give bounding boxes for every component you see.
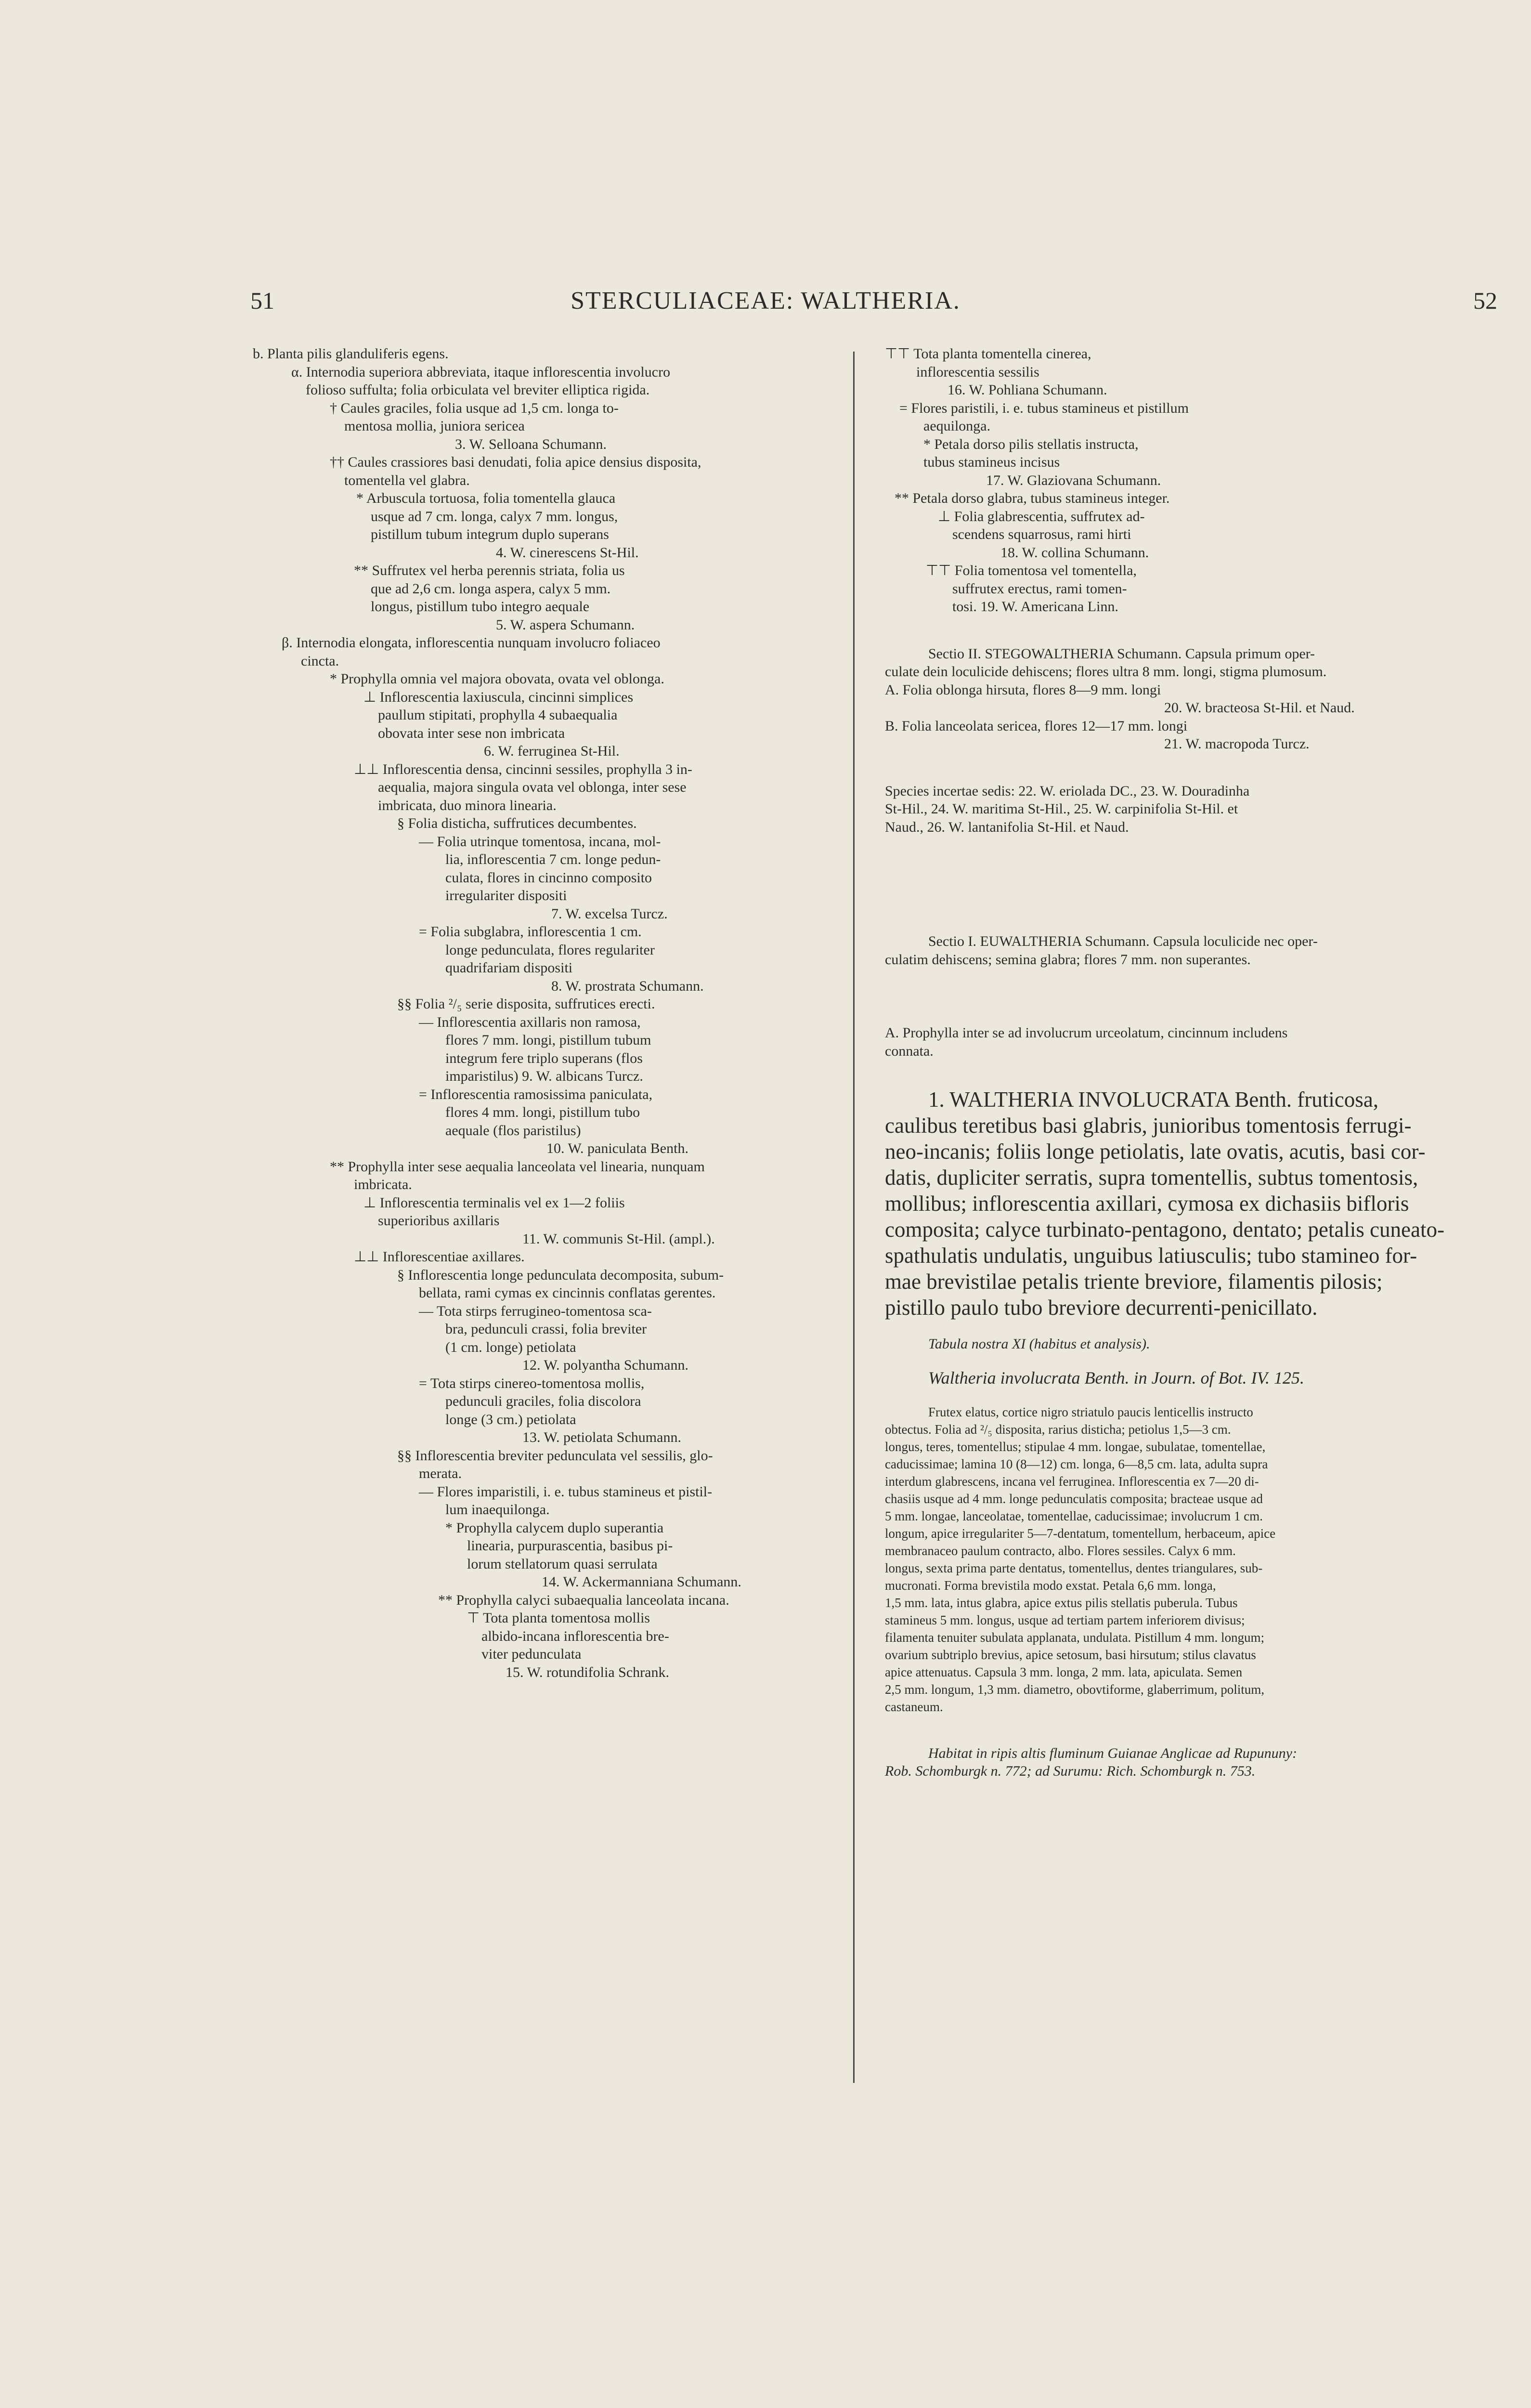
text-line: bra, pedunculi crassi, folia breviter	[445, 1321, 647, 1337]
text-line: ⊤⊤ Tota planta tomentella cinerea,	[885, 346, 1091, 362]
text-line: castaneum.	[885, 1699, 943, 1714]
text-line: * Petala dorso pilis stellatis instructa,	[923, 436, 1139, 452]
text-line: ** Petala dorso glabra, tubus stamineus integer.	[895, 490, 1170, 506]
text-line: imbricata, duo minora linearia.	[378, 797, 557, 813]
text-line: 1. WALTHERIA INVOLUCRATA Benth. fruticosa,	[928, 1087, 1379, 1112]
text-line: mollibus; inflorescentia axillari, cymosa ex dichasiis bifloris	[885, 1191, 1409, 1216]
text-line: superioribus axillaris	[378, 1213, 500, 1229]
text-line: cincta.	[301, 653, 339, 669]
text-line: (1 cm. longe) petiolata	[445, 1339, 576, 1355]
text-line: spathulatis undulatis, unguibus latiusculis; tubo stamineo for-	[885, 1243, 1417, 1268]
text-line: paullum stipitati, prophylla 4 subaequalia	[378, 707, 618, 723]
text-line: linearia, purpurascentia, basibus pi-	[467, 1538, 673, 1554]
page-number-right: 52	[1473, 287, 1497, 314]
text-line: 4. W. cinerescens St-Hil.	[496, 544, 639, 561]
text-line: 14. W. Ackermanniana Schumann.	[542, 1574, 741, 1590]
identification-key-right	[885, 345, 1479, 616]
text-line: 8. W. prostrata Schumann.	[551, 978, 704, 994]
text-line: quadrifariam dispositi	[445, 960, 573, 976]
text-line: longe pedunculata, flores regulariter	[445, 942, 655, 958]
identification-key-left	[253, 345, 838, 1681]
text-line: A. Prophylla inter se ad involucrum urceolatum, cincinnum includens	[885, 1025, 1288, 1041]
text-line: ** Suffrutex vel herba perennis striata, folia us	[354, 563, 625, 578]
text-line: b. Planta pilis glanduliferis egens.	[253, 346, 449, 362]
text-line: = Inflorescentia ramosissima paniculata,	[419, 1086, 653, 1102]
habitat-note	[885, 1744, 1479, 1780]
tabula-reference: Tabula nostra XI (habitus et analysis).	[928, 1336, 1150, 1352]
text-line: ** Prophylla inter sese aequalia lanceolata vel linearia, nunquam	[330, 1158, 705, 1175]
text-line: ⊥⊥ Inflorescentiae axillares.	[354, 1249, 525, 1265]
text-line: bellata, rami cymas ex cincinnis conflatas gerentes.	[419, 1285, 716, 1301]
text-line: 18. W. collina Schumann.	[1000, 544, 1149, 561]
text-line: flores 4 mm. longi, pistillum tubo	[445, 1104, 640, 1120]
text-line: viter pedunculata	[481, 1646, 582, 1662]
text-line: Frutex elatus, cortice nigro striatulo paucis lenticellis instructo	[928, 1404, 1253, 1419]
text-line: — Folia utrinque tomentosa, incana, mol-	[419, 833, 661, 850]
text-line: integrum fere triplo superans (flos	[445, 1050, 643, 1066]
text-line: merata.	[419, 1466, 462, 1481]
text-line: chasiis usque ad 4 mm. longe pedunculatis composita; bracteae usque ad	[885, 1491, 1263, 1506]
text-line: lia, inflorescentia 7 cm. longe pedun-	[445, 851, 661, 867]
text-line: 10. W. paniculata Benth.	[546, 1140, 688, 1156]
text-line: ** Prophylla calyci subaequalia lanceolata incana.	[438, 1592, 729, 1608]
text-line: 1,5 mm. lata, intus glabra, apice extus pilis stellatis puberula. Tubus	[885, 1595, 1238, 1610]
text-line: 11. W. communis St-Hil. (ampl.).	[522, 1230, 715, 1247]
text-line: ⊤⊤ Folia tomentosa vel tomentella,	[926, 563, 1137, 578]
text-line: 12. W. polyantha Schumann.	[522, 1357, 688, 1373]
text-line: ⊥⊥ Inflorescentia densa, cincinni sessiles, prophylla 3 in-	[354, 761, 692, 777]
text-line: ⊥ Inflorescentia terminalis vel ex 1—2 foliis	[363, 1194, 625, 1211]
text-line: mae brevistilae petalis triente breviore, filamentis pilosis;	[885, 1269, 1383, 1294]
text-line: Sectio II. STEGOWALTHERIA Schumann. Capsula primum oper-	[928, 645, 1315, 662]
text-line: apice attenuatus. Capsula 3 mm. longa, 2 mm. lata, apiculata. Semen	[885, 1664, 1243, 1679]
citation: Waltheria involucrata Benth. in Journ. of Bot. IV. 125.	[928, 1368, 1304, 1387]
text-line: † Caules graciles, folia usque ad 1,5 cm. longa to-	[330, 400, 619, 416]
text-line: pistillum tubum integrum duplo superans	[371, 526, 609, 542]
text-line: § Inflorescentia longe pedunculata decomposita, subum-	[397, 1267, 724, 1283]
right-column	[885, 345, 1479, 1780]
text-line: irregulariter dispositi	[445, 888, 567, 903]
species-incertae-sedis	[885, 782, 1479, 837]
text-line: pistillo paulo tubo breviore decurrenti-penicillato.	[885, 1296, 1318, 1320]
text-line: composita; calyce turbinato-pentagono, dentato; petalis cuneato-	[885, 1217, 1445, 1242]
text-line: albido-incana inflorescentia bre-	[481, 1628, 669, 1644]
text-line: — Inflorescentia axillaris non ramosa,	[419, 1014, 641, 1030]
text-line: 15. W. rotundifolia Schrank.	[506, 1664, 669, 1680]
text-line: 5. W. aspera Schumann.	[496, 616, 635, 633]
text-line: tosi. 19. W. Americana Linn.	[952, 599, 1118, 615]
text-line: §§ Inflorescentia breviter pedunculata vel sessilis, glo-	[397, 1447, 713, 1464]
text-line: 21. W. macropoda Turcz.	[1164, 736, 1310, 752]
text-line: lorum stellatorum quasi serrulata	[467, 1556, 658, 1572]
text-line: Naud., 26. W. lantanifolia St-Hil. et Naud.	[885, 819, 1129, 835]
text-line: β. Internodia elongata, inflorescentia nunquam involucro foliaceo	[282, 635, 661, 651]
text-line: Habitat in ripis altis fluminum Guianae Anglicae ad Rupununy:	[928, 1745, 1297, 1761]
text-line: §§ Folia ²/₅ serie disposita, suffrutices erecti.	[397, 996, 655, 1012]
text-line: caulibus teretibus basi glabris, junioribus tomentosis ferrugi-	[885, 1113, 1412, 1138]
text-line: mentosa mollia, juniora sericea	[344, 418, 525, 434]
text-line: culatim dehiscens; semina glabra; flores 7 mm. non superantes.	[885, 951, 1251, 968]
text-line: tomentella vel glabra.	[344, 472, 470, 488]
text-line: ⊥ Folia glabrescentia, suffrutex ad-	[938, 508, 1145, 524]
text-line: ⊥ Inflorescentia laxiuscula, cincinni simplices	[363, 689, 634, 705]
text-line: folioso suffulta; folia orbiculata vel breviter elliptica rigida.	[306, 382, 650, 398]
text-line: 16. W. Pohliana Schumann.	[947, 382, 1107, 398]
text-line: longus, sexta prima parte dentatus, tomentellus, dentes triangulares, sub-	[885, 1560, 1263, 1575]
text-line: aequilonga.	[923, 418, 991, 434]
text-line: membranaceo paulum contracto, albo. Flores sessiles. Calyx 6 mm.	[885, 1543, 1236, 1558]
text-line: = Tota stirps cinereo-tomentosa mollis,	[419, 1375, 645, 1391]
text-line: aequale (flos paristilus)	[445, 1122, 581, 1139]
sectio-i-heading	[885, 932, 1479, 968]
text-line: B. Folia lanceolata sericea, flores 12—17 mm. longi	[885, 718, 1188, 734]
text-line: suffrutex erectus, rami tomen-	[952, 580, 1127, 597]
text-line: interdum glabrescens, incana vel ferruginea. Inflorescentia ex 7—20 di-	[885, 1474, 1259, 1489]
text-line: 6. W. ferruginea St-Hil.	[484, 743, 620, 759]
text-line: St-Hil., 24. W. maritima St-Hil., 25. W. carpinifolia St-Hil. et	[885, 801, 1238, 817]
text-line: inflorescentia sessilis	[916, 364, 1039, 380]
text-line: filamenta tenuiter subulata applanata, undulata. Pistillum 4 mm. longum;	[885, 1630, 1265, 1645]
text-line: culata, flores in cincinno composito	[445, 869, 652, 886]
text-line: 7. W. excelsa Turcz.	[551, 905, 668, 922]
text-line: 20. W. bracteosa St-Hil. et Naud.	[1164, 700, 1355, 716]
text-line: pedunculi graciles, folia discolora	[445, 1393, 641, 1409]
text-line: datis, dupliciter serratis, supra tomentellis, subtus tomentosis,	[885, 1165, 1418, 1190]
text-line: * Prophylla omnia vel majora obovata, ovata vel oblonga.	[330, 671, 664, 687]
species-diagnosis	[885, 1086, 1479, 1321]
text-line: ovarium subtriplo brevius, apice setosum, basi hirsutum; stilus clavatus	[885, 1647, 1256, 1662]
page-number-left: 51	[250, 287, 274, 314]
text-line: imparistilus) 9. W. albicans Turcz.	[445, 1068, 643, 1084]
text-line: caducissimae; lamina 10 (8—12) cm. longa, 6—8,5 cm. lata, adulta supra	[885, 1456, 1268, 1471]
text-line: * Arbuscula tortuosa, folia tomentella glauca	[356, 490, 616, 506]
text-line: tubus stamineus incisus	[923, 454, 1060, 470]
text-line: ⊤ Tota planta tomentosa mollis	[467, 1610, 650, 1626]
text-line: = Folia subglabra, inflorescentia 1 cm.	[419, 924, 642, 940]
sectio-ii-key	[885, 645, 1479, 753]
text-line: scendens squarrosus, rami hirti	[952, 526, 1131, 542]
text-line: †† Caules crassiores basi denudati, folia apice densius disposita,	[330, 454, 701, 470]
text-line: longus, pistillum tubo integro aequale	[371, 599, 590, 615]
text-line: α. Internodia superiora abbreviata, itaque inflorescentia involucro	[291, 364, 671, 380]
text-line: culate dein loculicide dehiscens; flores ultra 8 mm. longi, stigma plumosum.	[885, 664, 1327, 680]
text-line: usque ad 7 cm. longa, calyx 7 mm. longus,	[371, 508, 618, 524]
text-line: mucronati. Forma brevistila modo exstat. Petala 6,6 mm. longa,	[885, 1578, 1216, 1593]
column-divider	[853, 352, 855, 2083]
text-line: 3. W. Selloana Schumann.	[455, 436, 607, 452]
running-title: STERCULIACEAE: WALTHERIA.	[571, 287, 960, 314]
text-line: obovata inter sese non imbricata	[378, 725, 565, 741]
left-column	[253, 345, 838, 1681]
text-line: A. Folia oblonga hirsuta, flores 8—9 mm. longi	[885, 681, 1161, 698]
text-line: stamineus 5 mm. longus, usque ad tertiam partem inferiorem divisus;	[885, 1612, 1245, 1627]
text-line: connata.	[885, 1043, 934, 1059]
text-line: 13. W. petiolata Schumann.	[522, 1429, 681, 1445]
text-line: flores 7 mm. longi, pistillum tubum	[445, 1032, 651, 1048]
text-line: — Flores imparistili, i. e. tubus stamineus et pistil-	[419, 1483, 713, 1500]
text-line: — Tota stirps ferrugineo-tomentosa sca-	[419, 1303, 652, 1319]
text-line: Species incertae sedis: 22. W. eriolada DC., 23. W. Douradinha	[885, 783, 1250, 799]
text-line: aequalia, majora singula ovata vel oblonga, inter sese	[378, 779, 687, 795]
text-line: neo-incanis; foliis longe petiolatis, late ovatis, acutis, basi cor-	[885, 1139, 1426, 1164]
text-line: longus, teres, tomentellus; stipulae 4 mm. longae, subulatae, tomentellae,	[885, 1439, 1266, 1454]
species-description	[885, 1403, 1479, 1715]
text-line: Sectio I. EUWALTHERIA Schumann. Capsula loculicide nec oper-	[928, 933, 1318, 949]
text-line: 17. W. Glaziovana Schumann.	[986, 472, 1161, 488]
text-line: imbricata.	[354, 1177, 412, 1192]
text-line: Rob. Schomburgk n. 772; ad Surumu: Rich. Schomburgk n. 753.	[885, 1763, 1256, 1779]
text-line: * Prophylla calycem duplo superantia	[445, 1519, 664, 1536]
page-header	[0, 287, 1531, 325]
text-line: lum inaequilonga.	[445, 1502, 550, 1518]
text-line: 2,5 mm. longum, 1,3 mm. diametro, obovtiforme, glaberrimum, politum,	[885, 1682, 1265, 1697]
text-line: § Folia disticha, suffrutices decumbentes.	[397, 815, 637, 831]
text-line: 5 mm. longae, lanceolatae, tomentellae, caducissimae; involucrum 1 cm.	[885, 1508, 1263, 1523]
text-line: que ad 2,6 cm. longa aspera, calyx 5 mm.	[371, 580, 611, 597]
text-line: obtectus. Folia ad ²/₅ disposita, rarius disticha; petiolus 1,5—3 cm.	[885, 1422, 1231, 1437]
text-line: longe (3 cm.) petiolata	[445, 1411, 576, 1427]
text-line: = Flores paristili, i. e. tubus stamineus et pistillum	[899, 400, 1189, 416]
text-line: longum, apice irregulariter 5—7-dentatum, tomentellum, herbaceum, apice	[885, 1526, 1276, 1541]
group-a-heading	[885, 1024, 1479, 1060]
